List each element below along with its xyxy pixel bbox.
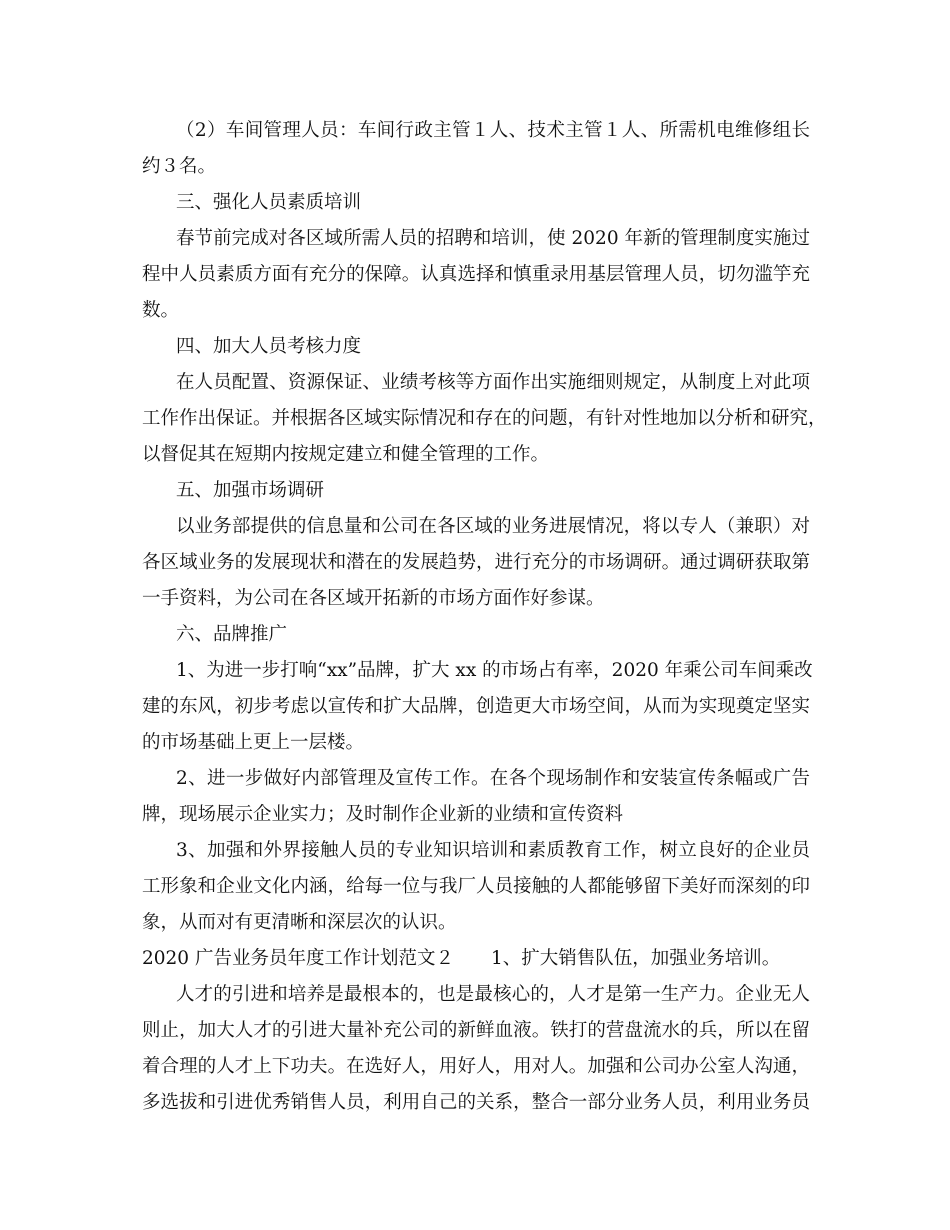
text-line: （2）车间管理人员：车间行政主管１人、技术主管１人、所需机电维修组长 [176,120,810,141]
text-line: 以督促其在短期内按规定建立和健全管理的工作。 [142,444,550,465]
text-line: 多选拔和引进优秀销售人员，利用自己的关系，整合一部分业务人员，利用业务员 [142,1092,810,1113]
text-line: 3、加强和外界接触人员的专业知识培训和素质教育工作，树立良好的企业员 [176,840,810,861]
text-line: 象，从而对有更清晰和深层次的认识。 [142,912,457,933]
text-line: 的市场基础上更上一层楼。 [142,732,365,753]
text-line: 约３名。 [142,156,217,177]
text-line: 牌，现场展示企业实力；及时制作企业新的业绩和宣传资料 [142,804,624,825]
text-line: 各区域业务的发展现状和潜在的发展趋势，进行充分的市场调研。通过调研获取第 [142,552,810,573]
text-line: 工形象和企业文化内涵，给每一位与我厂人员接触的人都能够留下美好而深刻的印 [142,876,810,897]
text-line: 春节前完成对各区域所需人员的招聘和培训，使 2020 年新的管理制度实施过 [176,228,810,249]
section-heading: 五、加强市场调研 [176,480,325,501]
text-line: 2、进一步做好内部管理及宣传工作。在各个现场制作和安装宣传条幅或广告 [176,768,810,789]
section-heading: 六、品牌推广 [176,624,288,645]
text-line: 以业务部提供的信息量和公司在各区域的业务进展情况，将以专人（兼职）对 [176,516,810,537]
text-line: 着合理的人才上下功夫。在选好人，用好人，用对人。加强和公司办公室人沟通， [142,1056,810,1077]
section-heading: 四、加大人员考核力度 [176,336,362,357]
text-line: 1、为进一步打响“xx”品牌，扩大 xx 的市场占有率，2020 年乘公司车间乘改 [176,660,813,681]
text-line: 程中人员素质方面有充分的保障。认真选择和慎重录用基层管理人员，切勿滥竽充 [142,264,810,285]
section-heading: 三、强化人员素质培训 [176,192,362,213]
document-title-line: 2020 广告业务员年度工作计划范文２ 1、扩大销售队伍，加强业务培训。 [142,948,781,969]
text-line: 则止，加大人才的引进大量补充公司的新鲜血液。铁打的营盘流水的兵，所以在留 [142,1020,810,1041]
text-line: 工作作出保证。并根据各区域实际情况和存在的问题，有针对性地加以分析和研究， [142,408,827,429]
text-line: 建的东风，初步考虑以宣传和扩大品牌，创造更大市场空间，从而为实现奠定坚实 [142,696,810,717]
text-line: 一手资料，为公司在各区域开拓新的市场方面作好参谋。 [142,588,605,609]
text-line: 人才的引进和培养是最根本的，也是最核心的，人才是第一生产力。企业无人 [176,984,810,1005]
text-line: 数。 [142,300,180,321]
text-line: 在人员配置、资源保证、业绩考核等方面作出实施细则规定，从制度上对此项 [176,372,810,393]
